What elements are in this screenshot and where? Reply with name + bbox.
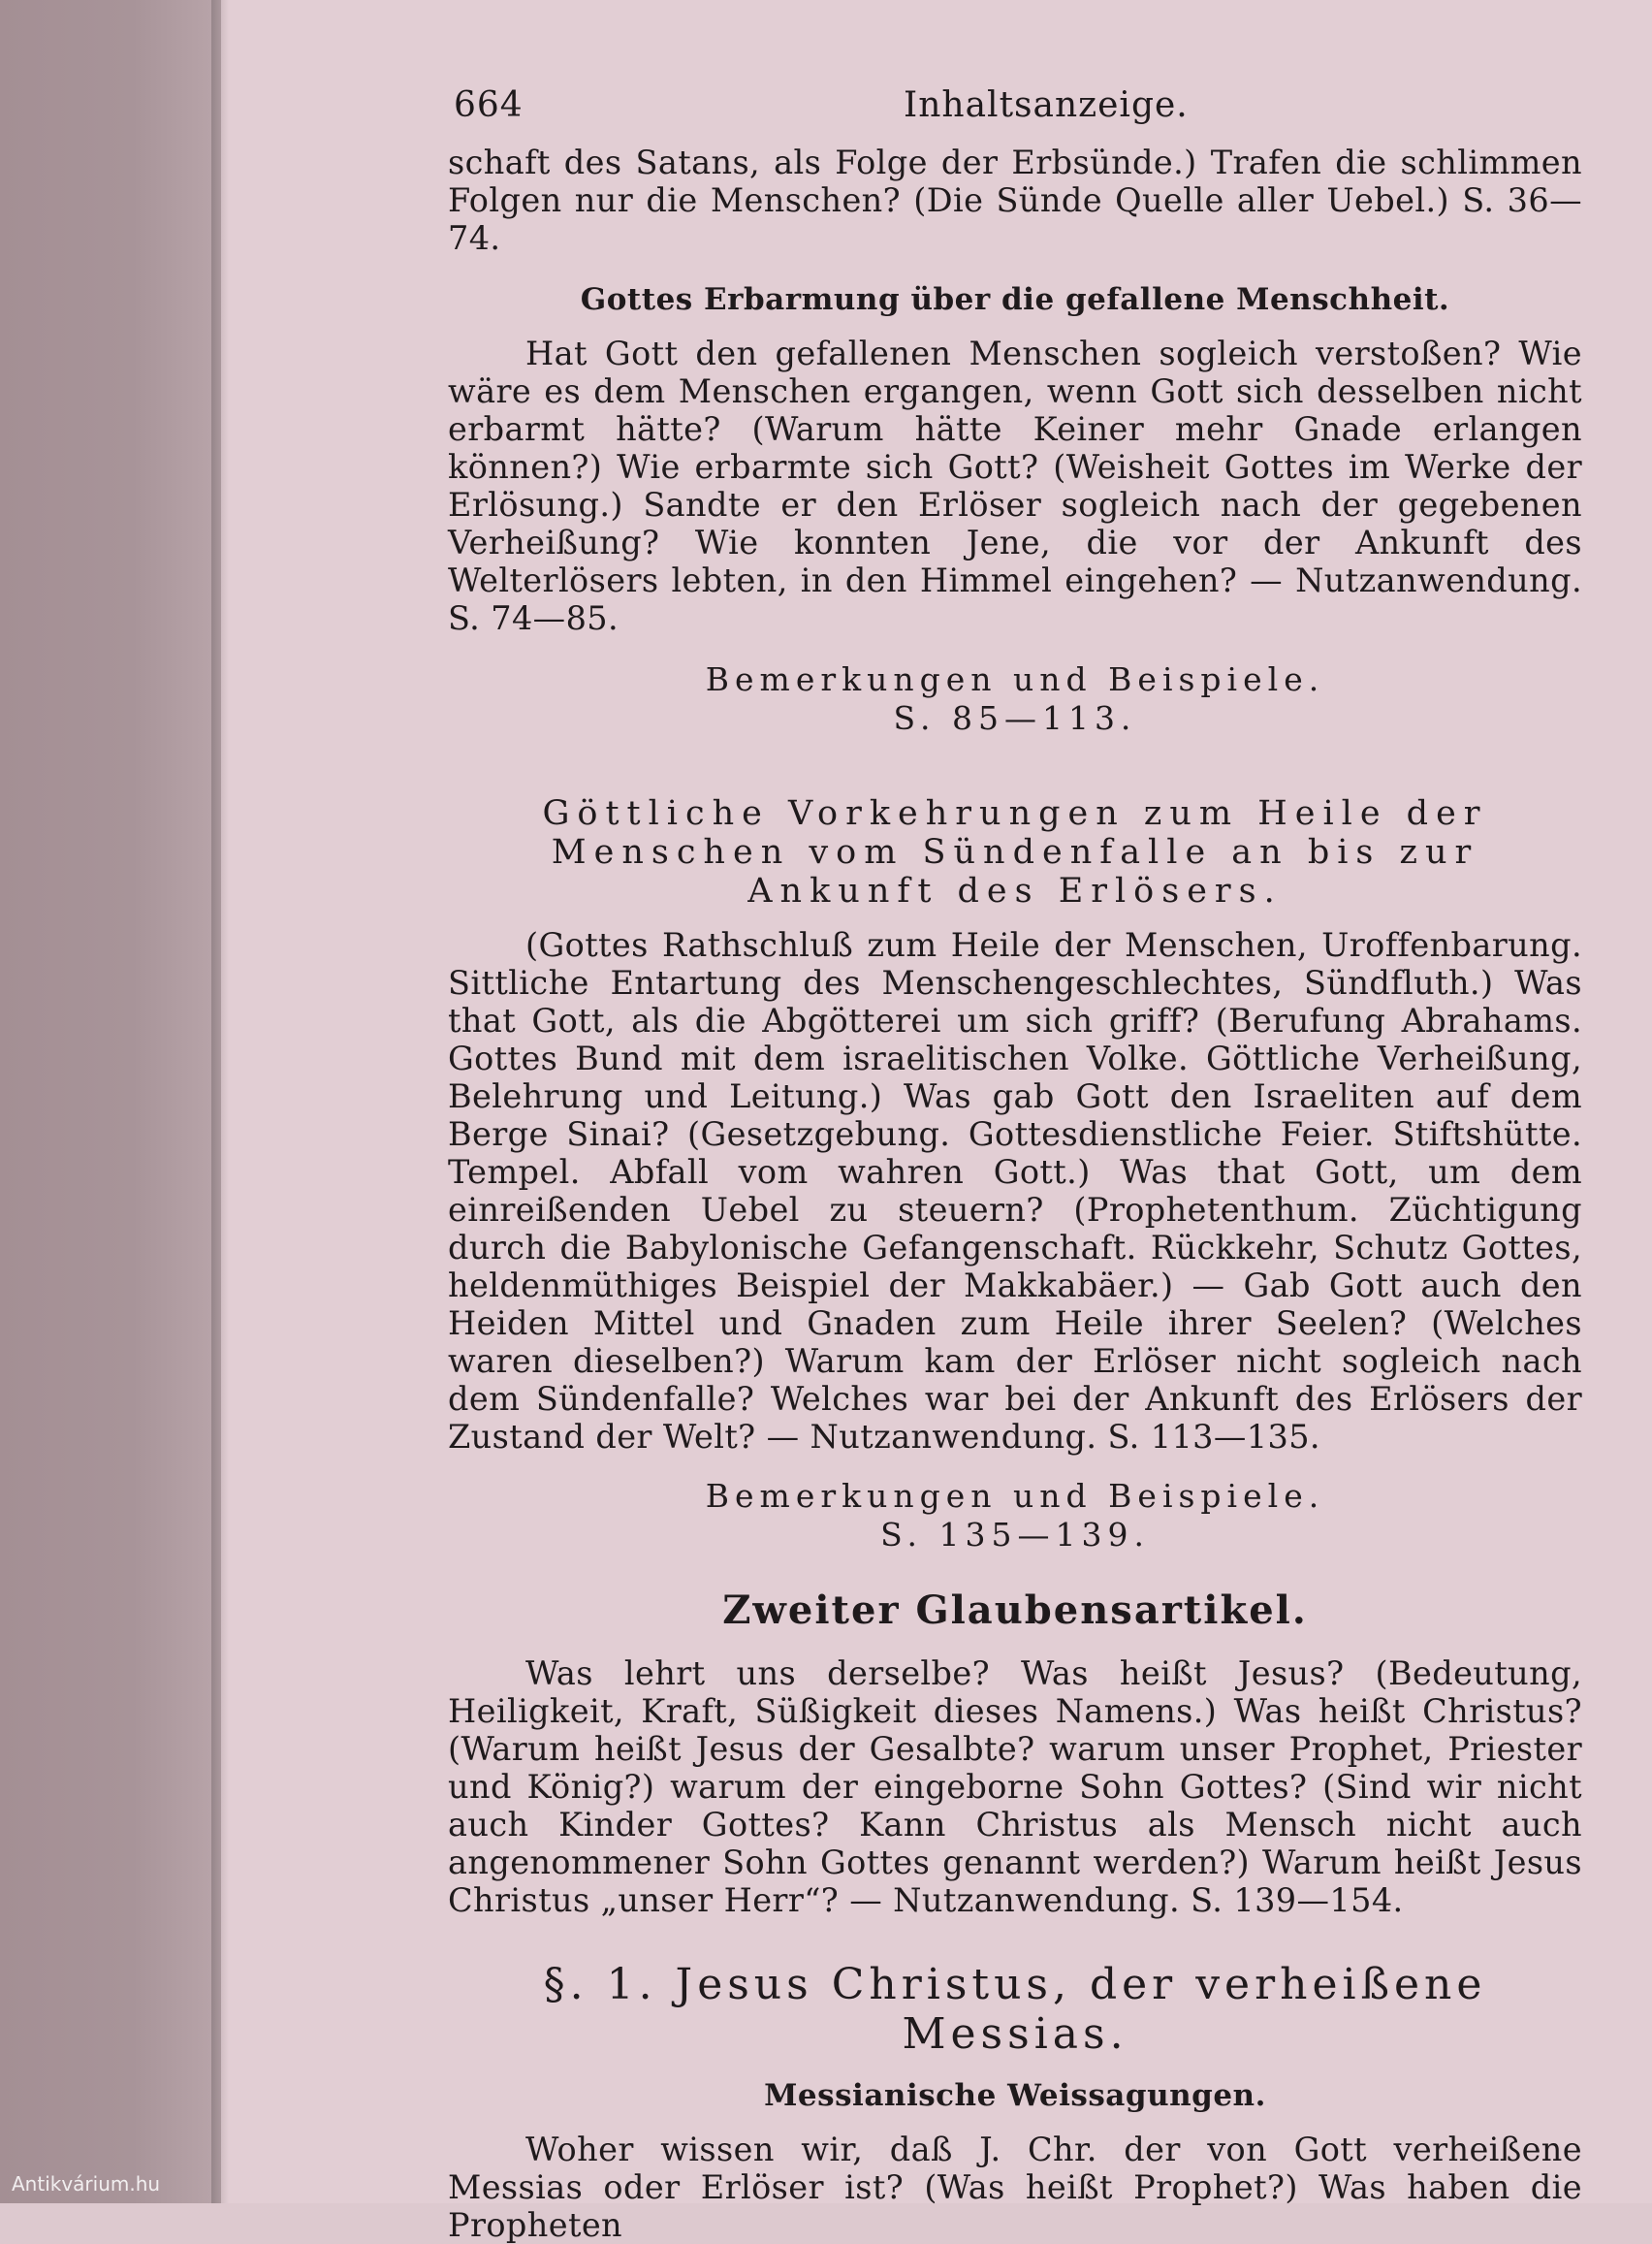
watermark: Antikvárium.hu xyxy=(12,2172,161,2196)
remarks-block xyxy=(448,1477,1582,1555)
book-edge xyxy=(0,0,221,2203)
page-fold-shadow xyxy=(211,0,229,2203)
article-heading: Zweiter Glaubensartikel. xyxy=(722,1587,1308,1633)
remarks-pages: S. 85—113. xyxy=(893,699,1137,737)
subsection-heading: Messianische Weissagungen. xyxy=(764,2078,1266,2113)
body-paragraph: (Gottes Rathschluß zum Heile der Menschen, Uroffenbarung. Sittliche Entartung des Menschengeschlechtes, Sündfluth.) Was that Gott, als die Abgötterei um sich griff? (Berufung Abrahams. Gottes Bund mit dem israelitischen Volke. Göttliche Verheißung, Belehrung und Leitung.) Was gab Gott den Israeliten auf dem Berge Sinai? (Gesetzgebung. Gottesdienstliche Feier. Stiftshütte. Tempel. Abfall vom wahren Gott.) Was that Gott, um dem einreißenden Uebel zu steuern? (Prophetenthum. Züchtigung durch die Babylonische Gefangenschaft. Rückkehr, Schutz Gottes, heldenmüthiges Beispiel der Makkabäer.) — Gab Gott auch den Heiden Mittel und Gnaden zum Heile ihrer Seelen? (Welches waren dieselben?) Warum kam der Erlöser nicht sogleich nach dem Sündenfalle? Welches war bei der Ankunft des Erlösers der Zustand der Welt? — Nutzanwendung. S. 113—135. xyxy=(448,926,1582,1456)
body-paragraph: Hat Gott den gefallenen Menschen sogleich verstoßen? Wie wäre es dem Menschen ergangen, wenn Gott sich desselben nicht erbarmt hätte? (Warum hätte Keiner mehr Gnade erlangen können?) Wie erbarmte sich Gott? (Weisheit Gottes im Werke der Erlösung.) Sandte er den Erlöser sogleich nach der gegebenen Verheißung? Wie konnten Jene, die vor der Ankunft des Welterlösers lebten, in den Himmel eingehen? — Nutzanwendung. S. 74—85. xyxy=(448,335,1582,637)
page-number: 664 xyxy=(454,85,524,125)
remarks-pages: S. 135—139. xyxy=(880,1516,1150,1554)
page-content xyxy=(448,85,1582,2244)
remarks-block xyxy=(448,660,1582,738)
running-head: Inhaltsanzeige. xyxy=(904,85,1189,125)
body-paragraph: Was lehrt uns derselbe? Was heißt Jesus? (Bedeutung, Heiligkeit, Kraft, Süßigkeit dieses Namens.) Was heißt Christus? (Warum heißt Jesus der Gesalbte? warum unser Prophet, Priester und König?) warum der eingeborne Sohn Gottes? (Sind wir nicht auch Kinder Gottes? Kann Christus als Mensch nicht auch angenommener Sohn Gottes genannt werden?) Warum heißt Jesus Christus „unser Herr“? — Nutzanwendung. S. 139—154. xyxy=(448,1654,1582,1919)
body-paragraph: schaft des Satans, als Folge der Erbsünde.) Trafen die schlimmen Folgen nur die Menschen? (Die Sünde Quelle aller Uebel.) S. 36—74. xyxy=(448,144,1582,257)
body-paragraph: Woher wissen wir, daß J. Chr. der von Gott verheißene Messias oder Erlöser ist? (Was heißt Prophet?) Was haben die Propheten xyxy=(448,2131,1582,2244)
remarks-title: Bemerkungen und Beispiele. xyxy=(705,1477,1325,1515)
page-header xyxy=(448,85,1582,144)
section-heading: Göttliche Vorkehrungen zum Heile der Menschen vom Sündenfalle an bis zur Ankunft des Erlösers. xyxy=(542,794,1488,911)
remarks-title: Bemerkungen und Beispiele. xyxy=(705,660,1325,698)
paragraph-heading: §. 1. Jesus Christus, der verheißene Messias. xyxy=(543,1960,1487,2059)
section-heading: Gottes Erbarmung über die gefallene Menschheit. xyxy=(580,282,1450,317)
